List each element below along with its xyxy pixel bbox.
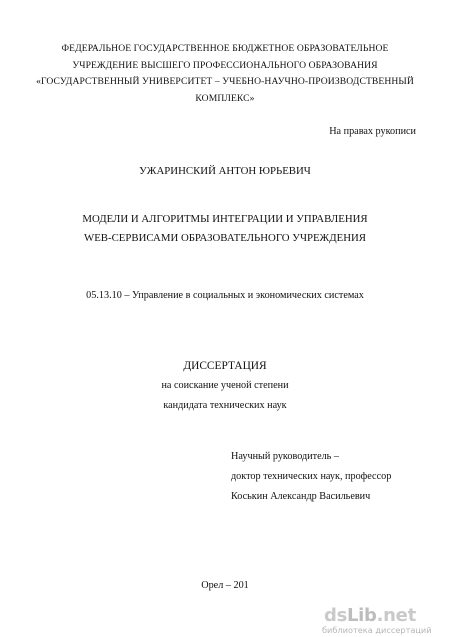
dslib-watermark bbox=[322, 605, 442, 635]
org-line-1: ФЕДЕРАЛЬНОЕ ГОСУДАРСТВЕННОЕ БЮДЖЕТНОЕ ОБРАЗОВАТЕЛЬНОЕ bbox=[61, 43, 389, 54]
author-name: УЖАРИНСКИЙ АНТОН ЮРЬЕВИЧ bbox=[139, 165, 311, 177]
supervisor-degree: доктор технических наук, профессор bbox=[231, 471, 392, 482]
org-line-4: КОМПЛЕКС» bbox=[195, 93, 255, 104]
org-line-2: УЧРЕЖДЕНИЕ ВЫСШЕГО ПРОФЕССИОНАЛЬНОГО ОБРАЗОВАНИЯ bbox=[72, 60, 378, 71]
watermark-subtitle: библиотека диссертаций bbox=[322, 625, 432, 635]
dslib-logo: dsLib.net bbox=[324, 605, 416, 626]
specialty-code: 05.13.10 – Управление в социальных и экономических системах bbox=[86, 290, 364, 301]
work-type-line-2: на соискание ученой степени bbox=[161, 380, 289, 391]
title-line-2: WEB-СЕРВИСАМИ ОБРАЗОВАТЕЛЬНОГО УЧРЕЖДЕНИЯ bbox=[84, 232, 366, 244]
work-type-label: ДИССЕРТАЦИЯ bbox=[183, 360, 267, 372]
title-line-1: МОДЕЛИ И АЛГОРИТМЫ ИНТЕГРАЦИИ И УПРАВЛЕНИЯ bbox=[82, 213, 368, 225]
city-year: Орел – 201 bbox=[201, 580, 249, 591]
rights-notice: На правах рукописи bbox=[329, 126, 416, 137]
supervisor-label: Научный руководитель – bbox=[231, 451, 339, 462]
work-type-line-3: кандидата технических наук bbox=[163, 400, 287, 411]
supervisor-name: Коськин Александр Васильевич bbox=[231, 491, 371, 502]
org-line-3: «ГОСУДАРСТВЕННЫЙ УНИВЕРСИТЕТ – УЧЕБНО-НАУЧНО-ПРОИЗВОДСТВЕННЫЙ bbox=[36, 76, 414, 87]
